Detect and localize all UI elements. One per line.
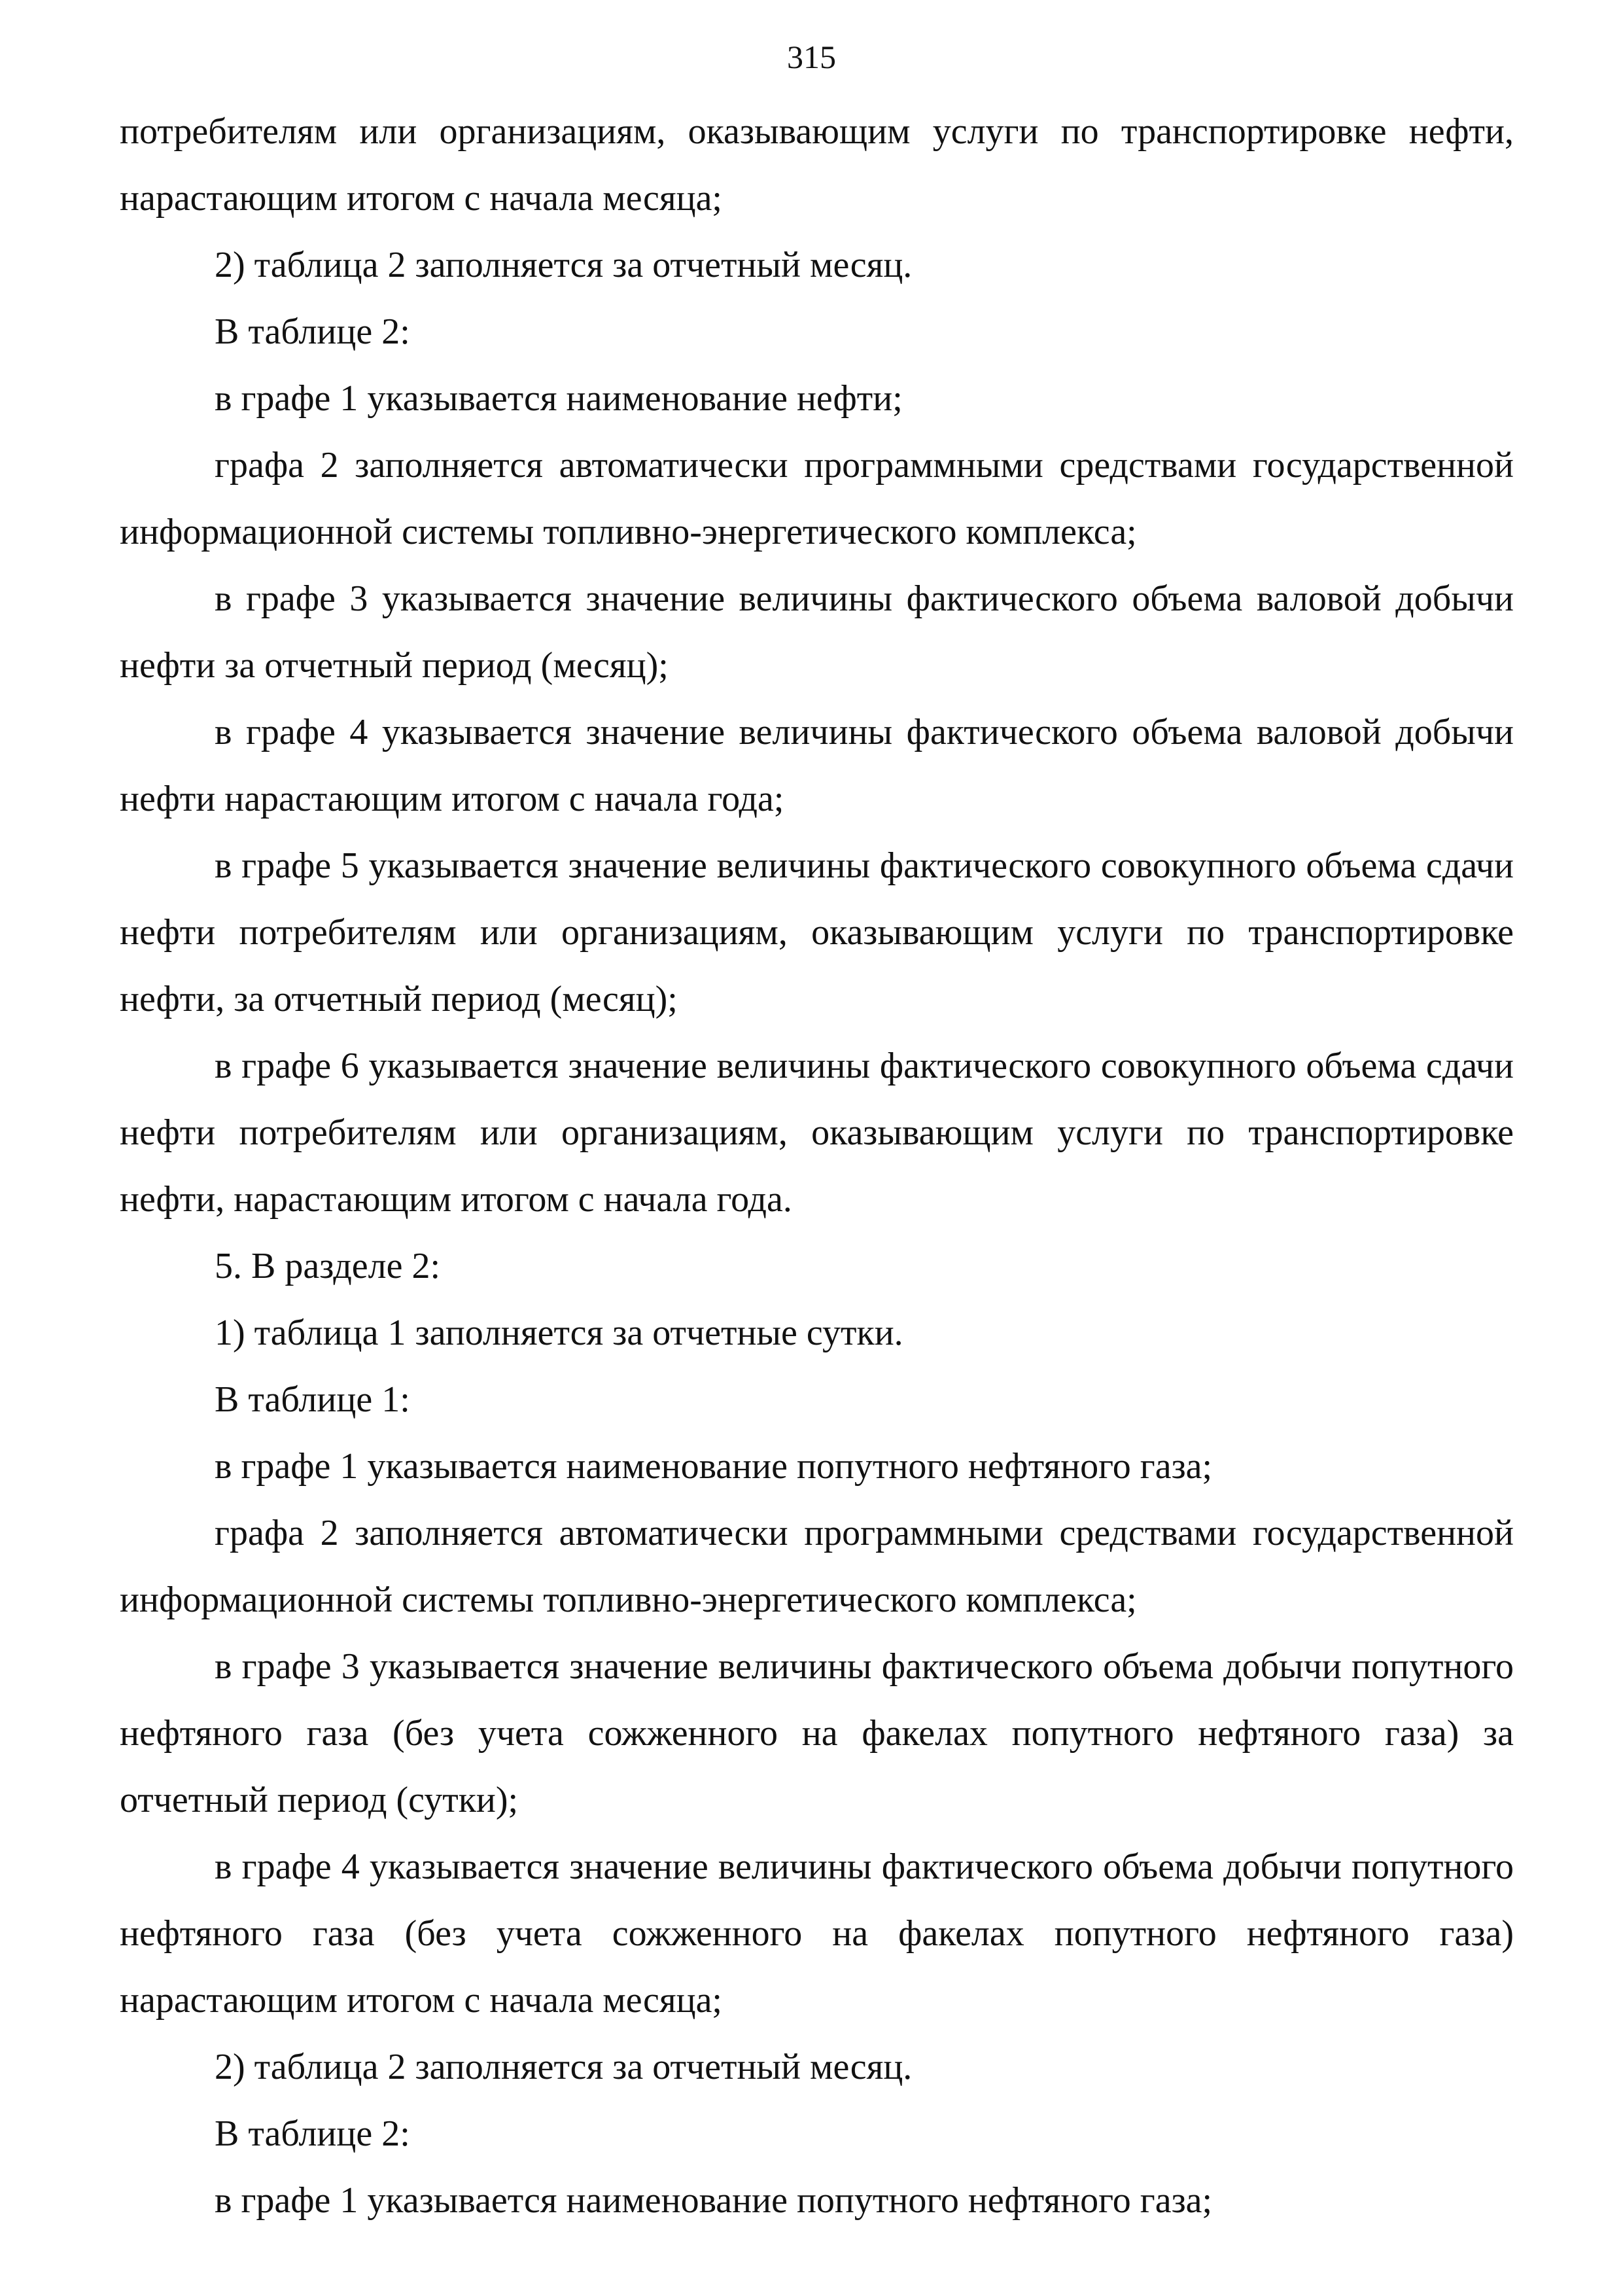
paragraph: в графе 6 указывается значение величины фактического совокупного объема сдачи нефти потребителям или организациям, оказывающим услуги по транспортировке нефти, нарастающим итогом с начала года. xyxy=(120,1046,1514,1220)
paragraph: графа 2 заполняется автоматически программными средствами государственной информационной системы топливно-энергетического комплекса; xyxy=(120,445,1514,552)
section-heading: 5. В разделе 2: xyxy=(215,1246,441,1286)
paragraph: в графе 4 указывается значение величины фактического объема добычи попутного нефтяного газа (без учета сожженного на факелах попутного нефтяного газа) нарастающим итогом с начала месяца; xyxy=(120,1846,1514,2021)
paragraph: 2) таблица 2 заполняется за отчетный месяц. xyxy=(215,245,913,285)
paragraph: в графе 1 указывается наименование попутного нефтяного газа; xyxy=(215,1446,1213,1487)
paragraph: 2) таблица 2 заполняется за отчетный месяц. xyxy=(215,2047,913,2087)
paragraph: в графе 4 указывается значение величины фактического объема валовой добычи нефти нарастающим итогом с начала года; xyxy=(120,712,1514,819)
paragraph: в графе 3 указывается значение величины фактического объема добычи попутного нефтяного газа (без учета сожженного на факелах попутного нефтяного газа) за отчетный период (сутки); xyxy=(120,1646,1514,1820)
paragraph-continuation: потребителям или организациям, оказывающим услуги по транспортировке нефти, нарастающим итогом с начала месяца; xyxy=(120,111,1514,219)
page-number: 315 xyxy=(787,39,836,75)
paragraph: графа 2 заполняется автоматически программными средствами государственной информационной системы топливно-энергетического комплекса; xyxy=(120,1513,1514,1620)
paragraph: В таблице 2: xyxy=(215,311,410,352)
paragraph: в графе 5 указывается значение величины фактического совокупного объема сдачи нефти потребителям или организациям, оказывающим услуги по транспортировке нефти, за отчетный период (месяц); xyxy=(120,845,1514,1019)
document-body xyxy=(120,98,1514,2234)
paragraph: в графе 3 указывается значение величины фактического объема валовой добычи нефти за отчетный период (месяц); xyxy=(120,578,1514,686)
paragraph: в графе 1 указывается наименование попутного нефтяного газа; xyxy=(215,2180,1213,2221)
paragraph: 1) таблица 1 заполняется за отчетные сутки. xyxy=(215,1313,903,1353)
paragraph: В таблице 1: xyxy=(215,1379,410,1420)
paragraph: в графе 1 указывается наименование нефти; xyxy=(215,378,903,419)
paragraph: В таблице 2: xyxy=(215,2113,410,2154)
